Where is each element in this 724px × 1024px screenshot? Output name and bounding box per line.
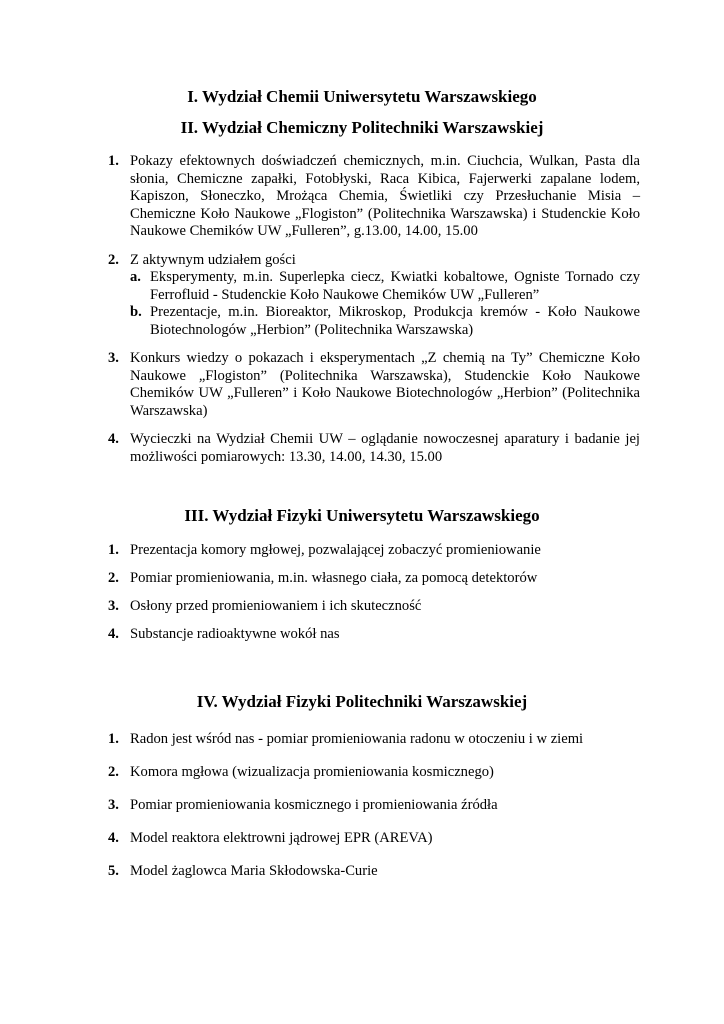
list-item-number: 4. [108, 431, 119, 447]
sub-list-item [130, 304, 640, 339]
sub-list-item-text: Prezentacje, m.in. Bioreaktor, Mikroskop, Produkcja kremów - Koło Naukowe Biotechnologów „Herbion” (Politechnika Warszawska) [150, 304, 640, 338]
list-item [108, 153, 640, 241]
list-item-number: 3. [108, 350, 119, 366]
list-item [108, 542, 640, 560]
list-item-number: 1. [108, 153, 119, 169]
list-item-text: Prezentacja komory mgłowej, pozwalającej zobaczyć promieniowanie [130, 542, 541, 558]
list-item [108, 252, 640, 270]
sub-list-item-letter: b. [130, 304, 142, 320]
list-item-number: 2. [108, 764, 119, 780]
chemistry-list [108, 153, 640, 466]
list-item-text: Pomiar promieniowania kosmicznego i promieniowania źródła [130, 797, 498, 813]
list-item-number: 1. [108, 542, 119, 558]
list-item-text: Osłony przed promieniowaniem i ich skuteczność [130, 598, 422, 614]
list-item-text: Wycieczki na Wydział Chemii UW – oglądanie nowoczesnej aparatury i badanie jej możliwości pomiarowych: 13.30, 14.00, 14.30, 15.00 [130, 431, 640, 465]
list-item [108, 764, 640, 782]
list-item-text: Pomiar promieniowania, m.in. własnego ciała, za pomocą detektorów [130, 570, 538, 586]
list-item [108, 570, 640, 588]
list-item-text: Model żaglowca Maria Skłodowska-Curie [130, 863, 378, 879]
physics-uw-list [108, 542, 640, 644]
list-item-number: 5. [108, 863, 119, 879]
section-title-physics-uw: III. Wydział Fizyki Uniwersytetu Warszawskiego [184, 506, 540, 525]
list-item-number: 2. [108, 570, 119, 586]
list-item-number: 3. [108, 797, 119, 813]
section-title-physics-pw: IV. Wydział Fizyki Politechniki Warszawskiej [196, 692, 528, 711]
list-item-number: 4. [108, 830, 119, 846]
list-item-number: 1. [108, 731, 119, 747]
sub-list-item-text: Eksperymenty, m.in. Superlepka ciecz, Kwiatki kobaltowe, Ogniste Tornado czy Ferrofluid - Studenckie Koło Naukowe Chemików UW „Fulleren” [150, 269, 640, 303]
list-item [108, 431, 640, 466]
list-item-text: Pokazy efektownych doświadczeń chemicznych, m.in. Ciuchcia, Wulkan, Pasta dla słonia, Chemiczne zapałki, Fotobłyski, Raca Kibica, Fajerwerki zapalane lodem, Kapiszon, Słoneczko, Mrożąca Chemia, Świetliki czy Przesłuchanie Misia – Chemiczne Koło Naukowe „Flogiston” (Politechnika Warszawska) i Studenckie Koło Naukowe Chemików UW „Fulleren”, g.13.00, 14.00, 15.00 [130, 153, 640, 239]
list-item-text: Z aktywnym udziałem gości [130, 251, 296, 268]
section-title-chemistry-pw: II. Wydział Chemiczny Politechniki Warszawskiej [180, 118, 544, 137]
list-item [108, 350, 640, 420]
list-item [108, 626, 640, 644]
list-item [108, 797, 640, 815]
list-item-text: Substancje radioaktywne wokół nas [130, 626, 340, 642]
sub-list-item [130, 269, 640, 304]
sub-list-item-letter: a. [130, 269, 141, 285]
list-item-number: 3. [108, 598, 119, 614]
physics-pw-list [108, 731, 640, 881]
list-item [108, 731, 640, 749]
list-item-number: 4. [108, 626, 119, 642]
list-item-text: Komora mgłowa (wizualizacja promieniowania kosmicznego) [130, 764, 494, 780]
list-item-text: Radon jest wśród nas - pomiar promieniowania radonu w otoczeniu i w ziemi [130, 731, 584, 747]
list-item-number: 2. [108, 251, 119, 268]
list-item-text: Model reaktora elektrowni jądrowej EPR (AREVA) [130, 830, 433, 846]
list-item [108, 598, 640, 616]
list-item [108, 863, 640, 881]
list-item [108, 830, 640, 848]
list-item-text: Konkurs wiedzy o pokazach i eksperymentach „Z chemią na Ty” Chemiczne Koło Naukowe „Flogiston” (Politechnika Warszawska), Studenckie Koło Naukowe Chemików UW „Fulleren” i Koło Naukowe Biotechnologów „Herbion” (Politechnika Warszawska) [130, 350, 640, 419]
section-title-chemistry-uw: I. Wydział Chemii Uniwersytetu Warszawskiego [187, 87, 537, 106]
